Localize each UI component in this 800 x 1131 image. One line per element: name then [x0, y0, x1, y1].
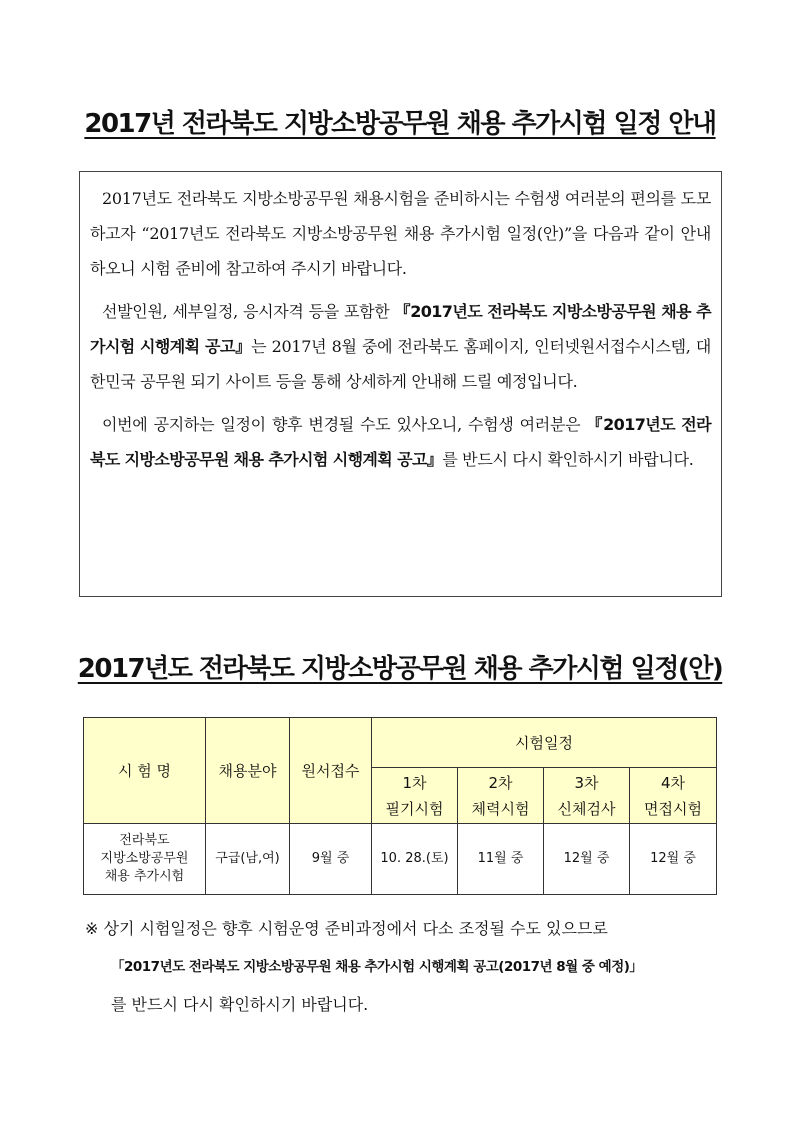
- cell-field: 구급(남,여): [206, 824, 290, 895]
- schedule-title: [0, 648, 800, 685]
- footnote-line-1: ※ 상기 시험일정은 향후 시험운영 준비과정에서 다소 조정될 수도 있으므로: [85, 919, 608, 938]
- notice-paragraph-2-rest: 는 2017년 8월 중에 전라북도 홈페이지, 인터넷원서접수시스템, 대한민국 공무원 되기 사이트 등을 통해 상세하게 안내해 드릴 예정입니다.: [90, 337, 712, 391]
- round-4-name: 면접시험: [644, 799, 702, 818]
- header-round-1: [372, 768, 458, 824]
- header-exam-name: 시 험 명: [84, 718, 206, 824]
- footnote: [85, 910, 725, 1024]
- schedule-table: [83, 717, 717, 895]
- exam-name-line-3: 채용 추가시험: [104, 869, 185, 884]
- cell-round-4: 12월 중: [630, 824, 717, 895]
- cell-round-2: 11월 중: [458, 824, 544, 895]
- header-schedule: 시험일정: [372, 718, 717, 768]
- notice-box: [79, 171, 722, 597]
- round-1-name: 필기시험: [385, 799, 444, 818]
- page-title-text: 2017년 전라북도 지방소방공무원 채용 추가시험 일정 안내: [84, 109, 716, 139]
- notice-paragraph-2: [90, 294, 711, 399]
- schedule-title-text: 2017년도 전라북도 지방소방공무원 채용 추가시험 일정(안): [77, 654, 723, 684]
- round-3-name: 신체검사: [557, 799, 616, 818]
- exam-name-line-1: 전라북도: [119, 833, 170, 848]
- notice-paragraph-3-lead: 이번에 공지하는 일정이 향후 변경될 수도 있사오니, 수험생 여러분은: [102, 415, 587, 434]
- footnote-line-2: 「2017년도 전라북도 지방소방공무원 채용 추가시험 시행계획 공고(2017년 8월 중 예정)」: [111, 959, 643, 975]
- page-title: [0, 103, 800, 140]
- header-round-3: [544, 768, 630, 824]
- notice-paragraph-3: [90, 407, 711, 477]
- notice-paragraph-2-lead: 선발인원, 세부일정, 응시자격 등을 포함한: [102, 302, 395, 321]
- notice-paragraph-3-rest: 를 반드시 다시 확인하시기 바랍니다.: [442, 450, 694, 469]
- footnote-line-3: 를 반드시 다시 확인하시기 바랍니다.: [111, 995, 369, 1014]
- announcement-title-ref-2: 『2017년도 전라북도 지방소방공무원 채용 추가시험 시행계획 공고』: [90, 415, 711, 469]
- cell-round-3: 12월 중: [544, 824, 630, 895]
- cell-application: 9월 중: [290, 824, 372, 895]
- table-row: [84, 824, 717, 895]
- header-round-4: [630, 768, 717, 824]
- round-2-name: 체력시험: [471, 799, 530, 818]
- cell-exam-name: [84, 824, 206, 895]
- round-1-label: 1차: [402, 773, 427, 792]
- round-4-label: 4차: [660, 773, 686, 792]
- round-3-label: 3차: [574, 773, 599, 792]
- exam-name-line-2: 지방소방공무원: [100, 851, 189, 866]
- announcement-title-ref: 『2017년도 전라북도 지방소방공무원 채용 추가시험 시행계획 공고』: [90, 302, 712, 356]
- cell-round-1: 10. 28.(토): [372, 824, 458, 895]
- round-2-label: 2차: [488, 773, 513, 792]
- header-round-2: [458, 768, 544, 824]
- header-application: 원서접수: [290, 718, 372, 824]
- header-field: 채용분야: [206, 718, 290, 824]
- notice-paragraph-1: 2017년도 전라북도 지방소방공무원 채용시험을 준비하시는 수험생 여러분의 편의를 도모하고자 “2017년도 전라북도 지방소방공무원 채용 추가시험 일정(안)”을 다음과 같이 안내하오니 시험 준비에 참고하여 주시기 바랍니다.: [90, 189, 711, 278]
